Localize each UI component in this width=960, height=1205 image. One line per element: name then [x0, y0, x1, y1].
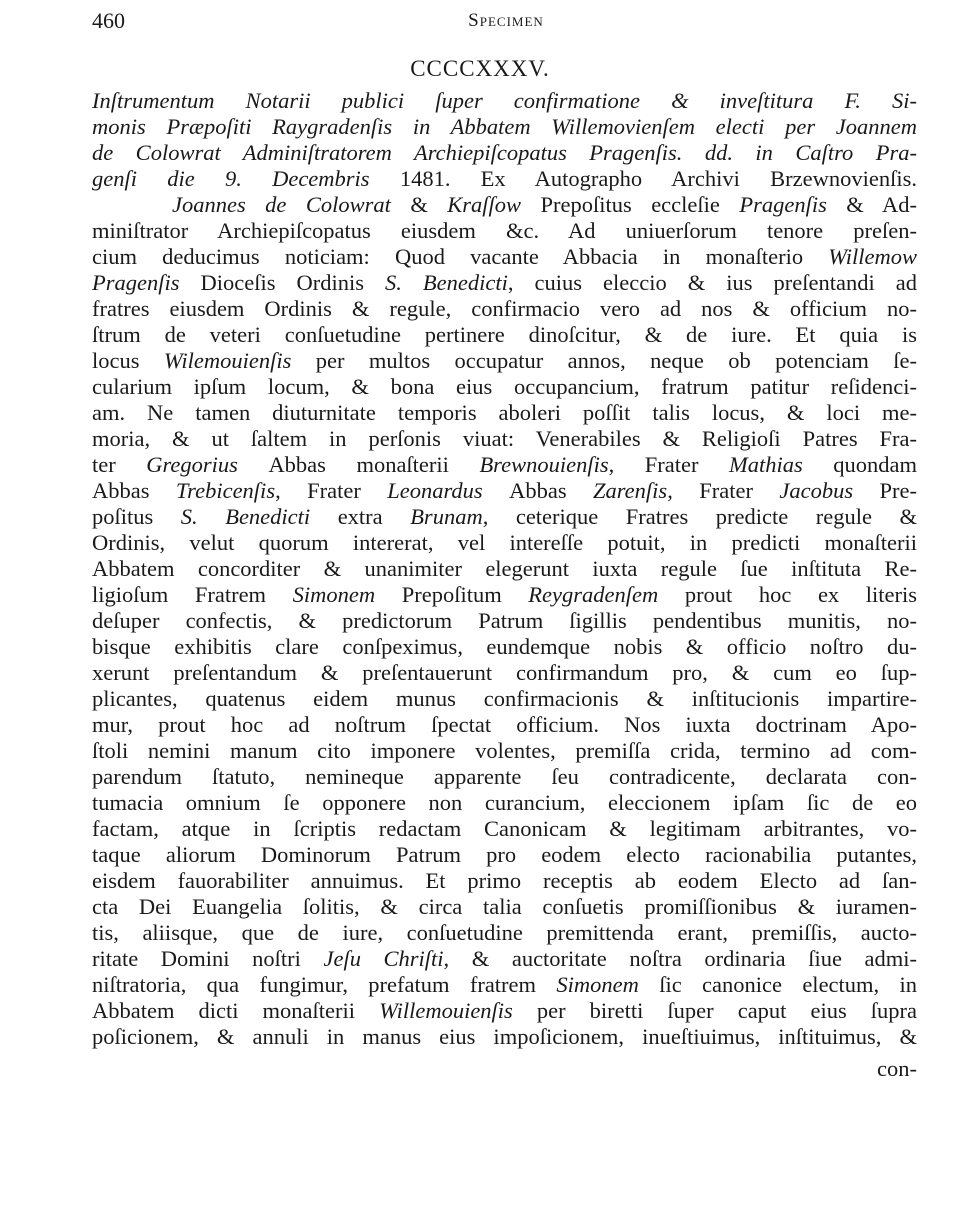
- text-segment: quondam: [833, 452, 917, 477]
- text-segment: xerunt preſentandum & preſentauerunt confirmandum pro, & cum eo ſup-: [92, 660, 917, 685]
- text-segment: cium deducimus noticiam: Quod vacante Abbacia in monaſterio: [92, 244, 829, 269]
- page-number: 460: [92, 8, 125, 33]
- text-line: [92, 634, 917, 660]
- text-segment: poſitus: [92, 504, 181, 529]
- text-segment: ſic canonice electum, in: [659, 972, 918, 997]
- text-segment: Abbas: [509, 478, 593, 503]
- italic-segment: Inſtrumentum Notarii publici ſuper confirmatione & inveſtitura F. Si-: [92, 88, 917, 113]
- text-segment: Abbatem dicti monaſterii: [92, 998, 380, 1023]
- text-line: [92, 296, 917, 322]
- text-line: [92, 790, 917, 816]
- italic-segment: Willemouienſis: [379, 998, 537, 1023]
- text-line: [92, 322, 917, 348]
- text-segment: Dioceſis Ordinis: [200, 270, 386, 295]
- text-segment: extra: [337, 504, 411, 529]
- text-segment: ſtrum de veteri conſuetudine pertinere dinoſcitur, & de iure. Et quia is: [92, 322, 917, 347]
- text-segment: factam, atque in ſcriptis redactam Canonicam & legitimam arbitrantes, vo-: [92, 816, 917, 841]
- text-line: [92, 660, 917, 686]
- text-line: [92, 192, 917, 218]
- document-number: CCCCXXXV.: [410, 56, 550, 81]
- text-line: [92, 920, 917, 946]
- text-line: [92, 426, 917, 452]
- italic-segment: Mathias: [728, 452, 834, 477]
- text-segment: cularium ipſum locum, & bona eius occupancium, fratrum patitur reſidenci-: [92, 374, 917, 399]
- text-segment: Pre-: [879, 478, 917, 503]
- italic-segment: S. Benedicti: [180, 504, 338, 529]
- italic-segment: Wilemouienſis: [163, 348, 316, 373]
- text-segment: fratres eiusdem Ordinis & regule, confirmacio vero ad nos & officium no-: [92, 296, 917, 321]
- text-line: [92, 686, 917, 712]
- italic-segment: monis Præpoſiti Raygradenſis in Abbatem Willemovienſem electi per Joannem: [92, 114, 917, 139]
- text-segment: miniſtrator Archiepiſcopatus eiusdem &c. Ad uniuerſorum tenore preſen-: [92, 218, 917, 243]
- text-line: [92, 88, 917, 114]
- text-segment: mur, prout hoc ad noſtrum ſpectat officium. Nos iuxta doctrinam Apo-: [92, 712, 917, 737]
- text-line: [92, 608, 917, 634]
- italic-segment: S. Benedicti: [385, 270, 508, 295]
- text-line: [92, 374, 917, 400]
- italic-segment: Simonem: [556, 972, 660, 997]
- text-segment: , & auctoritate noſtra ordinaria ſiue admi-: [443, 946, 918, 971]
- text-segment: Prepoſitus eccleſie: [540, 192, 740, 217]
- text-segment: deſuper confectis, & predictorum Patrum ſigillis pendentibus munitis, no-: [92, 608, 917, 633]
- text-line: [92, 868, 917, 894]
- text-line: [92, 166, 917, 192]
- italic-segment: Willemow: [828, 244, 917, 269]
- text-line: [92, 764, 917, 790]
- text-line: [92, 738, 917, 764]
- text-line: [92, 140, 917, 166]
- text-segment: ſtoli nemini manum cito imponere volentes, premiſſa crida, termino ad com-: [92, 738, 917, 763]
- text-line: [92, 816, 917, 842]
- italic-segment: Pragenſis: [739, 192, 847, 217]
- text-segment: poſicionem, & annuli in manus eius impoſicionem, inueſtiuimus, inſtituimus, &: [92, 1024, 917, 1049]
- italic-segment: Joannes de Colowrat: [172, 192, 411, 217]
- italic-segment: Gregorius: [146, 452, 269, 477]
- italic-segment: Jacobus: [779, 478, 880, 503]
- text-segment: niſtratoria, qua fungimur, prefatum fratrem: [92, 972, 557, 997]
- text-line: [92, 400, 917, 426]
- text-segment: eisdem fauorabiliter annuimus. Et primo receptis ab eodem Electo ad ſan-: [92, 868, 917, 893]
- text-segment: , Frater: [275, 478, 388, 503]
- text-line: [92, 894, 917, 920]
- text-line: [92, 244, 917, 270]
- text-line: [92, 218, 917, 244]
- italic-segment: Brewnouienſis: [479, 452, 609, 477]
- text-segment: ritate Domini noſtri: [92, 946, 324, 971]
- italic-segment: Simonem: [292, 582, 402, 607]
- text-line: [92, 504, 917, 530]
- text-line: [92, 946, 917, 972]
- text-line: [92, 452, 917, 478]
- italic-segment: Leonardus: [387, 478, 510, 503]
- text-line: [92, 1024, 917, 1050]
- text-line: [92, 530, 917, 556]
- text-segment: &: [410, 192, 448, 217]
- text-line: [92, 556, 917, 582]
- text-segment: cta Dei Euangelia ſolitis, & circa talia conſuetis promiſſionibus & iuramen-: [92, 894, 917, 919]
- text-segment: tis, aliisque, que de iure, conſuetudine premittenda erant, premiſſis, aucto-: [92, 920, 917, 945]
- text-line: [92, 348, 917, 374]
- italic-segment: Kraſſow: [447, 192, 541, 217]
- italic-segment: Jeſu Chriſti: [323, 946, 444, 971]
- text-segment: Abbas monaſterii: [268, 452, 480, 477]
- text-segment: per biretti ſuper caput eius ſupra: [536, 998, 917, 1023]
- text-segment: Abbas: [92, 478, 176, 503]
- text-segment: ligioſum Fratrem: [92, 582, 293, 607]
- italic-segment: Pragenſis: [92, 270, 201, 295]
- text-line: [92, 114, 917, 140]
- text-segment: ter: [92, 452, 147, 477]
- italic-segment: Trebicenſis: [175, 478, 276, 503]
- catchword: con-: [877, 1056, 917, 1081]
- italic-segment: Reygradenſem: [528, 582, 685, 607]
- text-segment: am. Ne tamen diuturnitate temporis aboleri poſſit talis locus, & loci me-: [92, 400, 917, 425]
- text-segment: bisque exhibitis clare conſpeximus, eundemque nobis & officio noſtro du-: [92, 634, 917, 659]
- text-segment: moria, & ut ſaltem in perſonis viuat: Venerabiles & Religioſi Patres Fra-: [92, 426, 917, 451]
- text-segment: per multos occupatur annos, neque ob potenciam ſe-: [315, 348, 917, 373]
- text-segment: Ordinis, velut quorum intererat, vel intereſſe potuit, in predicti monaſterii: [92, 530, 917, 555]
- page-header: [92, 8, 920, 40]
- text-line: [92, 842, 917, 868]
- text-segment: tumacia omnium ſe opponere non curancium, eleccionem ipſam ſic de eo: [92, 790, 917, 815]
- text-segment: Prepoſitum: [401, 582, 529, 607]
- text-segment: taque aliorum Dominorum Patrum pro eodem electo racionabilia putantes,: [92, 842, 917, 867]
- text-segment: & Ad-: [846, 192, 917, 217]
- text-segment: 1481. Ex Autographo Archivi Brzewnovienſis.: [399, 166, 917, 191]
- text-segment: parendum ſtatuto, nemineque apparente ſeu contradicente, declarata con-: [92, 764, 917, 789]
- text-segment: locus: [92, 348, 164, 373]
- text-line: [92, 478, 917, 504]
- italic-segment: genſi die 9. Decembris: [92, 166, 400, 191]
- text-segment: , Frater: [608, 452, 729, 477]
- text-line: [92, 582, 917, 608]
- text-line: [92, 998, 917, 1024]
- text-segment: , cuius eleccio & ius preſentandi ad: [507, 270, 917, 295]
- text-segment: Abbatem concorditer & unanimiter elegerunt iuxta regule ſue inſtituta Re-: [92, 556, 917, 581]
- text-segment: , ceterique Fratres predicte regule &: [482, 504, 918, 529]
- running-head: Specimen: [468, 10, 544, 31]
- italic-segment: Zarenſis: [593, 478, 668, 503]
- italic-segment: de Colowrat Adminiſtratorem Archiepiſcopatus Pragenſis. dd. in Caſtro Pra-: [92, 140, 917, 165]
- text-line: [92, 972, 917, 998]
- text-line: [92, 712, 917, 738]
- text-segment: prout hoc ex literis: [684, 582, 917, 607]
- text-segment: , Frater: [667, 478, 780, 503]
- text-line: [92, 270, 917, 296]
- italic-segment: Brunam: [410, 504, 483, 529]
- text-segment: plicantes, quatenus eidem munus confirmacionis & inſtitucionis impartire-: [92, 686, 917, 711]
